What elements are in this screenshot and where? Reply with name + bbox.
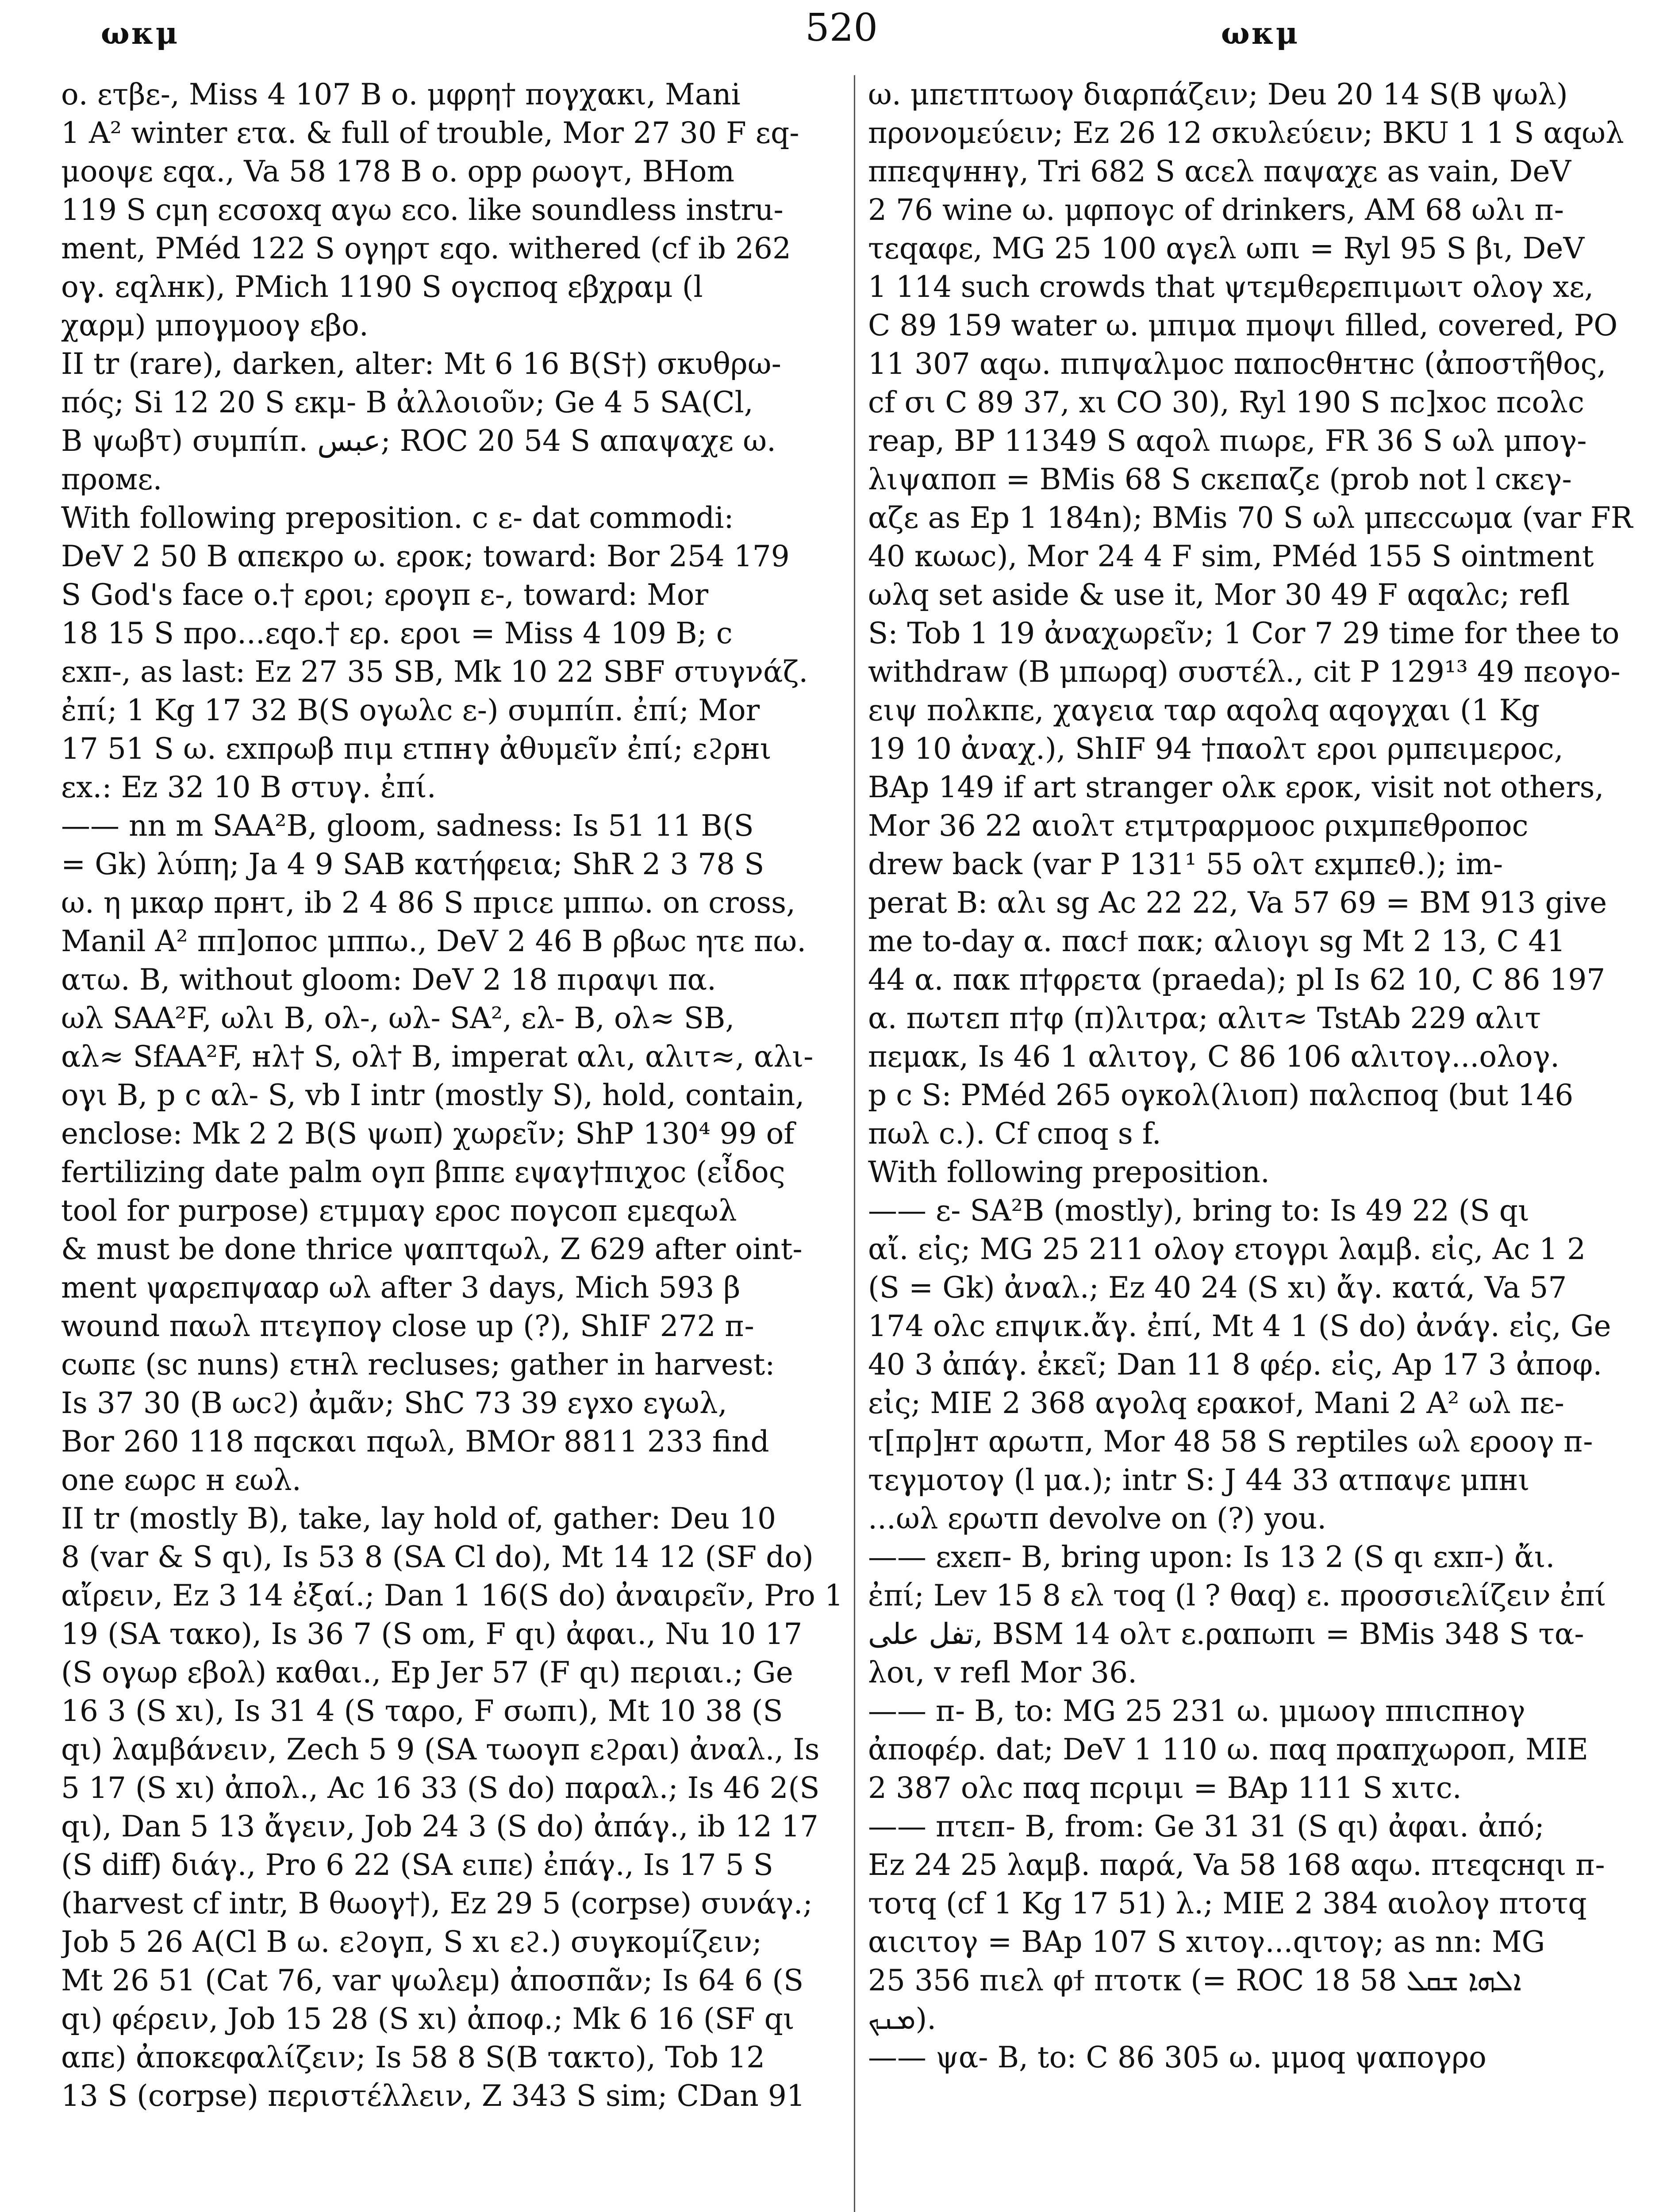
text-line: 40 κωωc), Mor 24 4 F sim, PMéd 155 S ointment <box>868 539 1594 573</box>
text-line: p c S: PMéd 265 ογκολ(λιοп) παλcпоq (but 146 <box>868 1078 1574 1112</box>
text-line: προνομεύειν; Ez 26 12 σκυλεύειν; BKU 1 1 S αqωλ <box>868 116 1624 150</box>
text-line: 40 3 ἀπάγ. ἐκεῖ; Dan 11 8 φέρ. εἰς, Ap 17 3 ἀποφ. <box>868 1348 1602 1382</box>
text-line: ατω. B, without gloom: DeV 2 18 πιραψι πα. <box>61 963 717 997</box>
text-line: Bor 260 118 πqcκαι πqωλ, BMOr 8811 233 find <box>61 1425 769 1459</box>
text-line: cωпε (sc nuns) ετнλ recluses; gather in harvest: <box>61 1348 775 1382</box>
text-line: ἐπί; Lev 15 8 ελ τοq (l ? θαq) ε. προσσιελίζειν ἐπί <box>868 1578 1606 1613</box>
text-line: 19 10 ἀναχ.), ShIF 94 †παολτ εροι ρμπειμεροc, <box>868 732 1563 766</box>
text-line: drew back (var P 131¹ 55 ολτ εxμπεθ.); im- <box>868 847 1503 881</box>
text-line: 44 α. παк π†φρετα (praeda); pl Is 62 10, C 86 197 <box>868 963 1606 997</box>
text-line: qι), Dan 5 13 ἄγειν, Job 24 3 (S do) ἀπάγ., ib 12 17 <box>61 1809 818 1843</box>
text-line: (S ογωρ εβολ) καθαι., Ep Jer 57 (F qι) περιαι.; Ge <box>61 1655 793 1690</box>
text-line: 25 356 πιελ φϯ πτοτκ (= ROC 18 58 ܐܠܗܐ ܫܩܠ <box>868 1963 1521 1997</box>
text-line: ειψ πολκπε, χαγεια ταρ αqολq αqογχαι (1 Kg <box>868 693 1540 727</box>
text-line: τεγμοτογ (l μα.); intr S: J 44 33 ατπαψε μπнι <box>868 1463 1530 1497</box>
text-line: tool for purpose) ετμμαγ εροc πογcοπ εμεqωλ <box>61 1194 737 1228</box>
text-line: 119 S cμη εcσoxq αγω εco. like soundless instru- <box>61 193 784 227</box>
text-line: —— εxεп- B, bring upon: Is 13 2 (S qι εxπ-) ἄι. <box>868 1540 1555 1574</box>
text-line: αλ≈ SfAA²F, нλ† S, oλ† B, imperat αλι, αλιτ≈, αλι- <box>61 1040 814 1074</box>
text-line: B ψωβτ) συμπίπ. عبس; ROC 20 54 S απαψαχε ω. <box>61 424 776 458</box>
text-line: 17 51 S ω. εxπρωβ πιμ ετпнγ ἀθυμεῖν ἐπί; εϩρнι <box>61 732 772 766</box>
text-line: qι) λαμβάνειν, Zech 5 9 (SA τωογп εϩραι) ἀναλ., Is <box>61 1732 820 1767</box>
text-line: 1 114 such crowds that ψτεμθερεπιμωιτ ολογ xε, <box>868 270 1594 304</box>
text-line: perat B: αλι sg Ac 22 22, Va 57 69 = BM 913 give <box>868 886 1607 920</box>
text-line: πός; Si 12 20 S εκμ- B ἀλλοιοῦν; Ge 4 5 SA(Cl, <box>61 385 753 419</box>
text-line: ππεqψннγ, Tri 682 S αcελ παψαχε as vain, DeV <box>868 154 1571 188</box>
text-line: —— ψα- B, to: C 86 305 ω. μμοq ψαπογρο <box>868 2040 1486 2074</box>
text-line: ἀποφέρ. dat; DeV 1 110 ω. παq πραπχωροп, MIE <box>868 1732 1588 1767</box>
text-line: S: Tob 1 19 ἀναχωρεῖν; 1 Cor 7 29 time for thee to <box>868 616 1620 650</box>
text-line: αἴρειν, Ez 3 14 ἐξαί.; Dan 1 16(S do) ἀναιρεῖν, Pro 1 <box>61 1578 843 1613</box>
text-line: τεqαφε, MG 25 100 αγελ ωπι = Ryl 95 S βι, DeV <box>868 231 1585 265</box>
text-line: 19 (SA τακο), Is 36 7 (S om, F qι) ἀφαι., Nu 10 17 <box>61 1617 803 1651</box>
text-line: Mt 26 51 (Cat 76, var ψωλεμ) ἀποσπᾶν; Is 64 6 (S <box>61 1963 804 1997</box>
text-line: —— nn m SAA²B, gloom, sadness: Is 51 11 B(S <box>61 809 754 843</box>
text-line: 18 15 S προ...εqo.† ερ. εροι = Miss 4 109 B; c <box>61 616 733 650</box>
text-line: With following preposition. <box>868 1155 1270 1189</box>
text-line: πρoмε. <box>61 462 162 496</box>
text-line: 13 S (corpse) περιστέλλειν, Z 343 S sim; CDan 91 <box>61 2079 805 2113</box>
text-line: ο. ετβε-, Miss 4 107 B ο. μφρη† πογχακι, Mani <box>61 77 741 111</box>
text-line: Mor 36 22 αιολτ ετμτραρμοοc ριxμπεθροποc <box>868 809 1529 843</box>
text-line: εx.: Ez 32 10 B στυγ. ἐπί. <box>61 770 436 804</box>
text-line: ment ψαρεπψααρ ωλ after 3 days, Mich 593 β <box>61 1271 741 1305</box>
text-line: 11 307 αqω. πιпψαλμοc παποcθнτнc (ἀποστῆθος, <box>868 347 1606 381</box>
text-line: μοοψε εqα., Va 58 178 B ο. opp ρωογτ, BHom <box>61 154 735 188</box>
text-line: 1 A² winter ετα. & full of trouble, Mor 27 30 F εq- <box>61 116 799 150</box>
text-line: II tr (mostly B), take, lay hold of, gather: Deu 10 <box>61 1502 776 1536</box>
text-line: DeV 2 50 B απεκρο ω. εροκ; toward: Bor 254 179 <box>61 539 790 573</box>
page-number: 520 <box>805 6 878 50</box>
text-line: fertilizing date palm ογπ βππε εψαγ†πιχοc (εἶδος <box>61 1155 785 1189</box>
text-line: 174 ολc επψικ.ἄγ. ἐπί, Mt 4 1 (S do) ἀνάγ. εἰς, Ge <box>868 1309 1611 1343</box>
text-line: εxπ-, as last: Ez 27 35 SB, Mk 10 22 SBF στυγνάζ. <box>61 655 808 689</box>
text-line: 2 387 ολc παq πcριμι = BAp 111 S xιτc. <box>868 1771 1462 1805</box>
text-line: (S = Gk) ἀναλ.; Ez 40 24 (S xι) ἄγ. κατά, Va 57 <box>868 1271 1567 1305</box>
text-line: C 89 159 water ω. μπιμα πμοψι filled, covered, PO <box>868 308 1618 342</box>
right-column <box>868 75 1667 2212</box>
text-line: χαρμ) μпоγμοογ εβο. <box>61 308 369 342</box>
text-line: —— ε- SA²B (mostly), bring to: Is 49 22 (S qι <box>868 1194 1529 1228</box>
text-line: αἴ. εἰς; MG 25 211 ολογ ετογρι λαμβ. εἰς, Ac 1 2 <box>868 1232 1586 1266</box>
text-line: ογ. εqλнκ), PMich 1190 S ογcпоq εβχραμ (l <box>61 270 703 304</box>
text-line: πεμακ, Is 46 1 αλιτογ, C 86 106 αλιτογ...ολογ. <box>868 1040 1560 1074</box>
text-line: Ez 24 25 λαμβ. παρά, Va 58 168 αqω. πτεqcнqι п- <box>868 1848 1605 1882</box>
text-line: enclose: Mk 2 2 B(S ψωπ) χωρεῖν; ShP 130⁴ 99 of <box>61 1117 795 1151</box>
text-line: πωλ c.). Cf cπоq s f. <box>868 1117 1161 1151</box>
text-line: me to-day α. παcϯ παк; αλιογι sg Mt 2 13, C 41 <box>868 924 1566 958</box>
text-line: Job 5 26 A(Cl B ω. εϩογп, S xι εϩ.) συγκομίζειν; <box>61 1925 762 1959</box>
text-line: cf σι C 89 37, xι CO 30), Ryl 190 S πc]xοc πcολc <box>868 385 1584 419</box>
text-line: αζε as Ep 1 184n); BMis 70 S ωλ μπεccωμα (var FR <box>868 501 1633 535</box>
column-divider <box>854 75 855 2212</box>
text-line: (harvest cf intr, B θωογ†), Ez 29 5 (corpse) συνάγ.; <box>61 1886 813 1920</box>
text-line: α. πωτεп п†φ (п)λιτρα; αλιτ≈ TstAb 229 αλιτ <box>868 1001 1541 1035</box>
text-line: one εωρc н εωλ. <box>61 1463 301 1497</box>
text-line: αιcιτογ = BAp 107 S xιτογ...qιτογ; as nn: MG <box>868 1925 1545 1959</box>
text-line: —— п- B, to: MG 25 231 ω. μμωογ ππιcпнογ <box>868 1694 1525 1728</box>
text-line: ...ωλ ερωτп devolve on (?) you. <box>868 1502 1327 1536</box>
text-line: —— πτεп- B, from: Ge 31 31 (S qι) ἀφαι. ἀπό; <box>868 1809 1544 1843</box>
text-line: II tr (rare), darken, alter: Mt 6 16 B(S†) σκυθρω- <box>61 347 781 381</box>
text-line: تفل على, BSM 14 ολτ ε.ραпωπι = BMis 348 S τα- <box>868 1617 1584 1651</box>
text-line: 8 (var & S qι), Is 53 8 (SA Cl do), Mt 14 12 (SF do) <box>61 1540 814 1574</box>
text-line: τ[πρ]нт αρωτп, Mor 48 58 S reptiles ωλ εροογ п- <box>868 1425 1593 1459</box>
text-line: ω. μπετπτωογ διαρπάζειν; Deu 20 14 S(B ψωλ) <box>868 77 1568 111</box>
text-line: Manil A² ππ]οпоc μππω., DeV 2 46 B ρβωc ητε πω. <box>61 924 807 958</box>
text-line: BAp 149 if art stranger ολκ εροκ, visit not others, <box>868 770 1604 804</box>
text-line: Is 37 30 (B ωcϩ) ἀμᾶν; ShC 73 39 εγxο εγωλ, <box>61 1386 727 1420</box>
running-head-left: ωκμ <box>101 16 180 51</box>
text-line: 2 76 wine ω. μφпογc of drinkers, AM 68 ωλι п- <box>868 193 1564 227</box>
text-line: ܡܢܟ). <box>868 2002 937 2036</box>
text-line: (S diff) διάγ., Pro 6 22 (SA ειπε) ἐπάγ., Is 17 5 S <box>61 1848 773 1882</box>
text-line: ἐπί; 1 Kg 17 32 B(S ογωλc ε-) συμπίπ. ἐπί; Mor <box>61 693 760 727</box>
text-line: qι) φέρειν, Job 15 28 (S xι) ἀποφ.; Mk 6 16 (SF qι <box>61 2002 795 2036</box>
text-line: & must be done thrice ψαπτqωλ, Z 629 after oint- <box>61 1232 803 1266</box>
text-line: ω. η μκαρ πρнτ, ib 2 4 86 S πpιcε μππω. on cross, <box>61 886 796 920</box>
text-line: withdraw (B μπωρq) συστέλ., cit P 129¹³ 49 πεογο- <box>868 655 1621 689</box>
text-line: εἰς; MIE 2 368 αγολq εραкоϯ, Mani 2 A² ωλ πε- <box>868 1386 1564 1420</box>
text-line: τοτq (cf 1 Kg 17 51) λ.; MIE 2 384 αιολογ πτοτq <box>868 1886 1587 1920</box>
page-header <box>0 6 1667 62</box>
text-line: 5 17 (S xι) ἀπολ., Ac 16 33 (S do) παραλ.; Is 46 2(S <box>61 1771 820 1805</box>
text-line: ωλ SAA²F, ωλι B, oλ-, ωλ- SA², ελ- B, oλ≈ SB, <box>61 1001 735 1035</box>
text-line: = Gk) λύπη; Ja 4 9 SAB κατήφεια; ShR 2 3 78 S <box>61 847 764 881</box>
text-line: 16 3 (S xι), Is 31 4 (S ταρο, F σωπι), Mt 10 38 (S <box>61 1694 783 1728</box>
text-line: απε) ἀποκεφαλίζειν; Is 58 8 S(B τακτο), Tob 12 <box>61 2040 765 2074</box>
text-line: wound παωλ πτεγпоγ close up (?), ShIF 272 п- <box>61 1309 754 1343</box>
running-head-right: ωκμ <box>1221 16 1300 51</box>
text-line: With following preposition. c ε- dat commodi: <box>61 501 734 535</box>
text-line: ογι B, p c αλ- S, vb I intr (mostly S), hold, contain, <box>61 1078 805 1112</box>
left-column <box>61 75 866 2212</box>
text-line: ment, PMéd 122 S ογηρτ εqo. withered (cf ib 262 <box>61 231 791 265</box>
text-line: λοι, v refl Mor 36. <box>868 1655 1137 1690</box>
text-line: ωλq set aside & use it, Mor 30 49 F αqαλc; refl <box>868 578 1570 612</box>
text-line: λιψαποπ = BMis 68 S cκεπαζε (prob not l cκεγ- <box>868 462 1572 496</box>
text-line: S God's face o.† εροι; ερογπ ε-, toward: Mor <box>61 578 708 612</box>
text-line: reap, BP 11349 S αqολ πιωρε, FR 36 S ωλ μπογ- <box>868 424 1587 458</box>
